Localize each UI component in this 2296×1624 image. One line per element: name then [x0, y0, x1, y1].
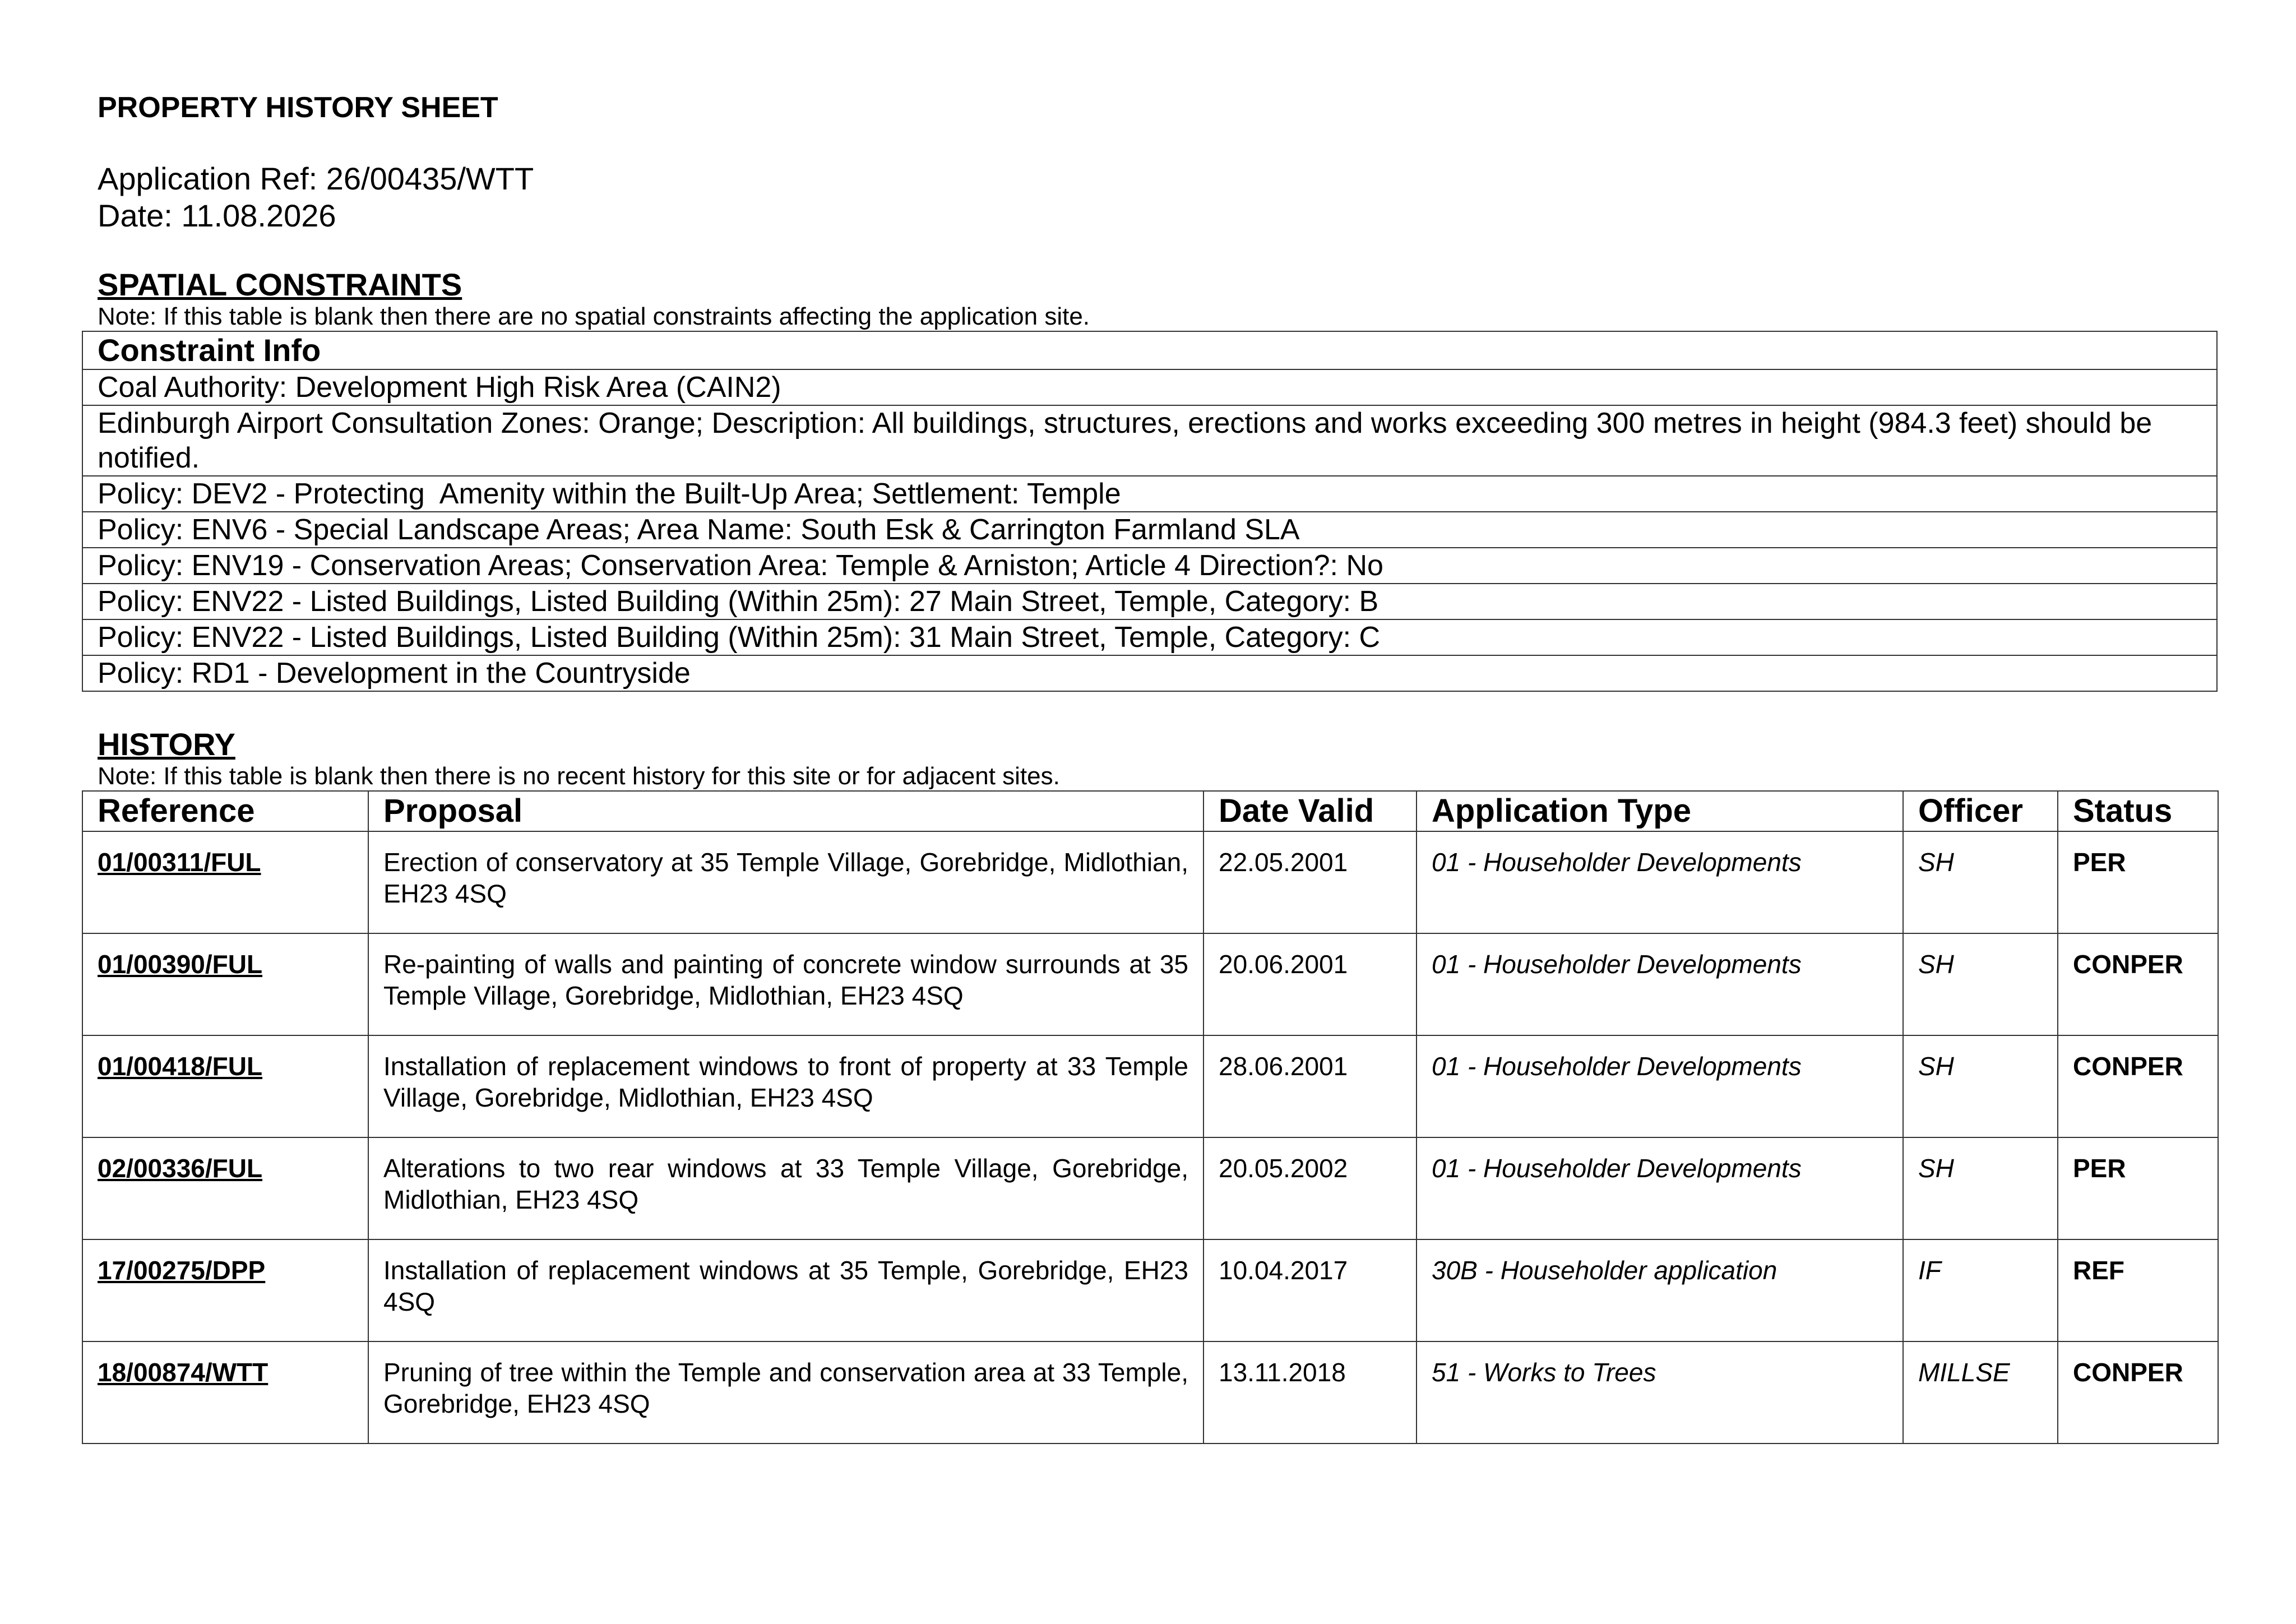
reference-link[interactable]: 01/00311/FUL	[82, 831, 368, 933]
constraint-cell: Coal Authority: Development High Risk Area (CAIN2)	[82, 369, 2217, 405]
constraint-row	[82, 584, 2217, 619]
history-heading: HISTORY	[98, 727, 235, 762]
date-valid-header: Date Valid	[1203, 791, 1417, 831]
history-row	[82, 933, 2218, 1035]
constraint-row	[82, 369, 2217, 405]
constraint-cell: Policy: DEV2 - Protecting Amenity within the Built-Up Area; Settlement: Temple	[82, 476, 2217, 512]
application-date: Date: 11.08.2026	[98, 198, 336, 233]
history-row	[82, 1137, 2218, 1239]
reference-link[interactable]: 18/00874/WTT	[82, 1341, 368, 1443]
constraint-info-header: Constraint Info	[82, 331, 2217, 369]
reference-link[interactable]: 02/00336/FUL	[82, 1137, 368, 1239]
history-table	[82, 790, 2219, 1444]
officer-cell: IF	[1903, 1239, 2058, 1341]
application-type-cell: 01 - Householder Developments	[1417, 933, 1903, 1035]
constraint-cell: Policy: ENV6 - Special Landscape Areas; Area Name: South Esk & Carrington Farmland SLA	[82, 512, 2217, 548]
constraint-cell: Policy: ENV19 - Conservation Areas; Conservation Area: Temple & Arniston; Article 4 Direction?: No	[82, 548, 2217, 584]
history-row	[82, 1035, 2218, 1137]
constraint-row	[82, 655, 2217, 691]
application-type-cell: 01 - Householder Developments	[1417, 831, 1903, 933]
constraint-row	[82, 619, 2217, 655]
status-cell: PER	[2058, 1137, 2218, 1239]
officer-cell: SH	[1903, 831, 2058, 933]
spatial-constraints-heading: SPATIAL CONSTRAINTS	[98, 267, 462, 302]
proposal-header: Proposal	[368, 791, 1203, 831]
constraints-table	[82, 331, 2218, 692]
proposal-cell: Pruning of tree within the Temple and conservation area at 33 Temple, Gorebridge, EH23 4SQ	[368, 1341, 1203, 1443]
application-type-cell: 51 - Works to Trees	[1417, 1341, 1903, 1443]
history-row	[82, 1239, 2218, 1341]
reference-link[interactable]: 17/00275/DPP	[82, 1239, 368, 1341]
history-row	[82, 831, 2218, 933]
date-valid-cell: 10.04.2017	[1203, 1239, 1417, 1341]
reference-header: Reference	[82, 791, 368, 831]
status-cell: CONPER	[2058, 1035, 2218, 1137]
constraint-cell: Edinburgh Airport Consultation Zones: Orange; Description: All buildings, structures, erections and works exceeding 300 metres in height (984.3 feet) should be notified.	[82, 405, 2217, 476]
proposal-cell: Installation of replacement windows at 35 Temple, Gorebridge, EH23 4SQ	[368, 1239, 1203, 1341]
officer-cell: MILLSE	[1903, 1341, 2058, 1443]
proposal-cell: Erection of conservatory at 35 Temple Village, Gorebridge, Midlothian, EH23 4SQ	[368, 831, 1203, 933]
proposal-cell: Alterations to two rear windows at 33 Temple Village, Gorebridge, Midlothian, EH23 4SQ	[368, 1137, 1203, 1239]
reference-link[interactable]: 01/00418/FUL	[82, 1035, 368, 1137]
status-cell: PER	[2058, 831, 2218, 933]
constraint-row	[82, 476, 2217, 512]
status-cell: CONPER	[2058, 933, 2218, 1035]
date-valid-cell: 13.11.2018	[1203, 1341, 1417, 1443]
date-valid-cell: 20.06.2001	[1203, 933, 1417, 1035]
reference-link[interactable]: 01/00390/FUL	[82, 933, 368, 1035]
history-header-row	[82, 791, 2218, 831]
date-valid-cell: 20.05.2002	[1203, 1137, 1417, 1239]
spatial-constraints-note: Note: If this table is blank then there are no spatial constraints affecting the application site.	[98, 303, 1090, 330]
officer-header: Officer	[1903, 791, 2058, 831]
application-meta	[98, 160, 2205, 234]
constraints-header-row	[82, 331, 2217, 369]
officer-cell: SH	[1903, 1137, 2058, 1239]
history-row	[82, 1341, 2218, 1443]
officer-cell: SH	[1903, 1035, 2058, 1137]
application-ref: Application Ref: 26/00435/WTT	[98, 161, 534, 196]
status-cell: CONPER	[2058, 1341, 2218, 1443]
status-header: Status	[2058, 791, 2218, 831]
property-history-sheet	[98, 90, 2205, 1444]
constraint-cell: Policy: RD1 - Development in the Countryside	[82, 655, 2217, 691]
officer-cell: SH	[1903, 933, 2058, 1035]
constraint-cell: Policy: ENV22 - Listed Buildings, Listed Building (Within 25m): 27 Main Street, Temple, Category: B	[82, 584, 2217, 619]
application-type-cell: 01 - Householder Developments	[1417, 1035, 1903, 1137]
constraint-row	[82, 405, 2217, 476]
application-type-cell: 01 - Householder Developments	[1417, 1137, 1903, 1239]
constraint-row	[82, 512, 2217, 548]
status-cell: REF	[2058, 1239, 2218, 1341]
constraint-cell: Policy: ENV22 - Listed Buildings, Listed Building (Within 25m): 31 Main Street, Temple, Category: C	[82, 619, 2217, 655]
date-valid-cell: 22.05.2001	[1203, 831, 1417, 933]
constraint-row	[82, 548, 2217, 584]
history-note: Note: If this table is blank then there is no recent history for this site or for adjacent sites.	[98, 762, 1060, 790]
date-valid-cell: 28.06.2001	[1203, 1035, 1417, 1137]
proposal-cell: Re-painting of walls and painting of concrete window surrounds at 35 Temple Village, Gorebridge, Midlothian, EH23 4SQ	[368, 933, 1203, 1035]
application-type-cell: 30B - Householder application	[1417, 1239, 1903, 1341]
page-title: PROPERTY HISTORY SHEET	[98, 91, 498, 124]
application-type-header: Application Type	[1417, 791, 1903, 831]
proposal-cell: Installation of replacement windows to front of property at 33 Temple Village, Gorebridge, Midlothian, EH23 4SQ	[368, 1035, 1203, 1137]
